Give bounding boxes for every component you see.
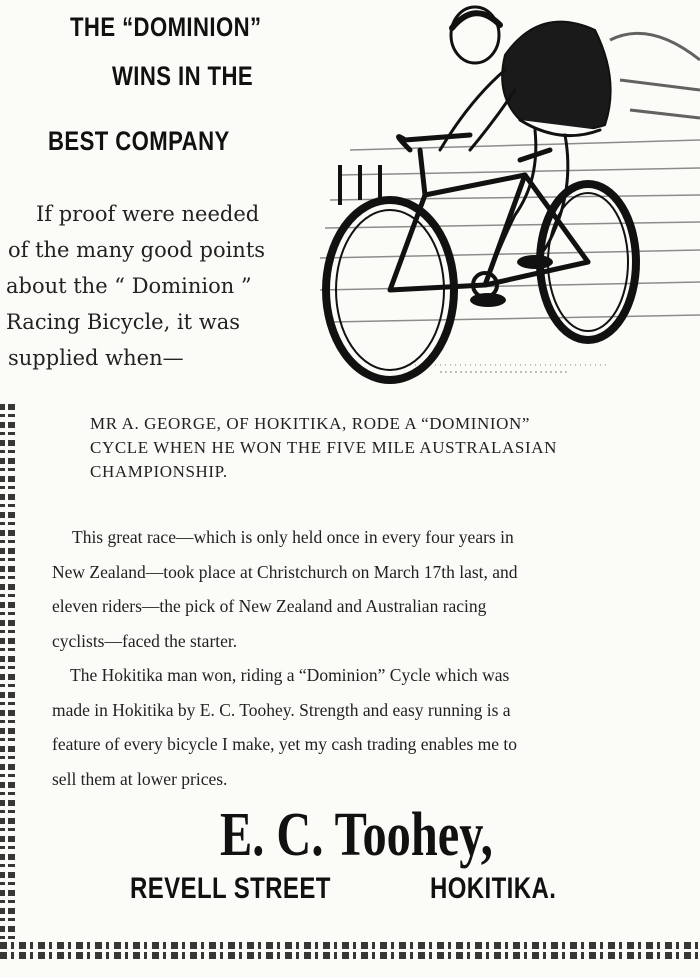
announcement-line: CYCLE WHEN HE WON THE FIVE MILE AUSTRALASIAN bbox=[90, 438, 557, 457]
paragraph-line: New Zealand—took place at Christchurch on March 17th last, and bbox=[52, 561, 518, 582]
headline-line-1: THE “DOMINION” bbox=[70, 12, 262, 42]
headline-line-3: BEST COMPANY bbox=[48, 126, 230, 156]
intro-line: Racing Bicycle, it was bbox=[6, 310, 241, 334]
announcement-block bbox=[90, 412, 557, 484]
paragraph-line: feature of every bicycle I make, yet my cash trading enables me to bbox=[52, 734, 518, 754]
intro-block bbox=[0, 196, 300, 376]
announcement-line: MR A. GEORGE, OF HOKITIKA, RODE A “DOMINION” bbox=[90, 414, 531, 433]
paragraph-line: cyclists—faced the starter. bbox=[52, 630, 238, 651]
decorative-border-left bbox=[0, 404, 20, 939]
decorative-border-bottom bbox=[0, 942, 700, 966]
signature-name: E. C. Toohey, bbox=[220, 801, 493, 869]
paragraph-line: eleven riders—the pick of New Zealand and Australian racing bbox=[52, 596, 487, 616]
paragraph-line: sell them at lower prices. bbox=[52, 768, 228, 789]
signature-street: REVELL STREET bbox=[130, 872, 331, 905]
paragraph-line: The Hokitika man won, riding a “Dominion” Cycle which was bbox=[70, 665, 510, 685]
headline-line-2: WINS IN THE bbox=[112, 61, 254, 91]
intro-line: of the many good points bbox=[8, 238, 266, 262]
paragraph-line: This great race—which is only held once in every four years in bbox=[72, 527, 514, 547]
announcement-line: CHAMPIONSHIP. bbox=[90, 462, 228, 481]
paragraph-2 bbox=[52, 658, 517, 796]
intro-line: If proof were needed bbox=[36, 202, 260, 226]
racing-cyclist-illustration bbox=[310, 0, 700, 390]
signature-town: HOKITIKA. bbox=[430, 872, 557, 905]
intro-line: supplied when— bbox=[8, 346, 184, 370]
paragraph-line: made in Hokitika by E. C. Toohey. Strength and easy running is a bbox=[52, 699, 511, 720]
paragraph-1 bbox=[52, 520, 518, 658]
intro-line: about the “ Dominion ” bbox=[6, 274, 252, 298]
